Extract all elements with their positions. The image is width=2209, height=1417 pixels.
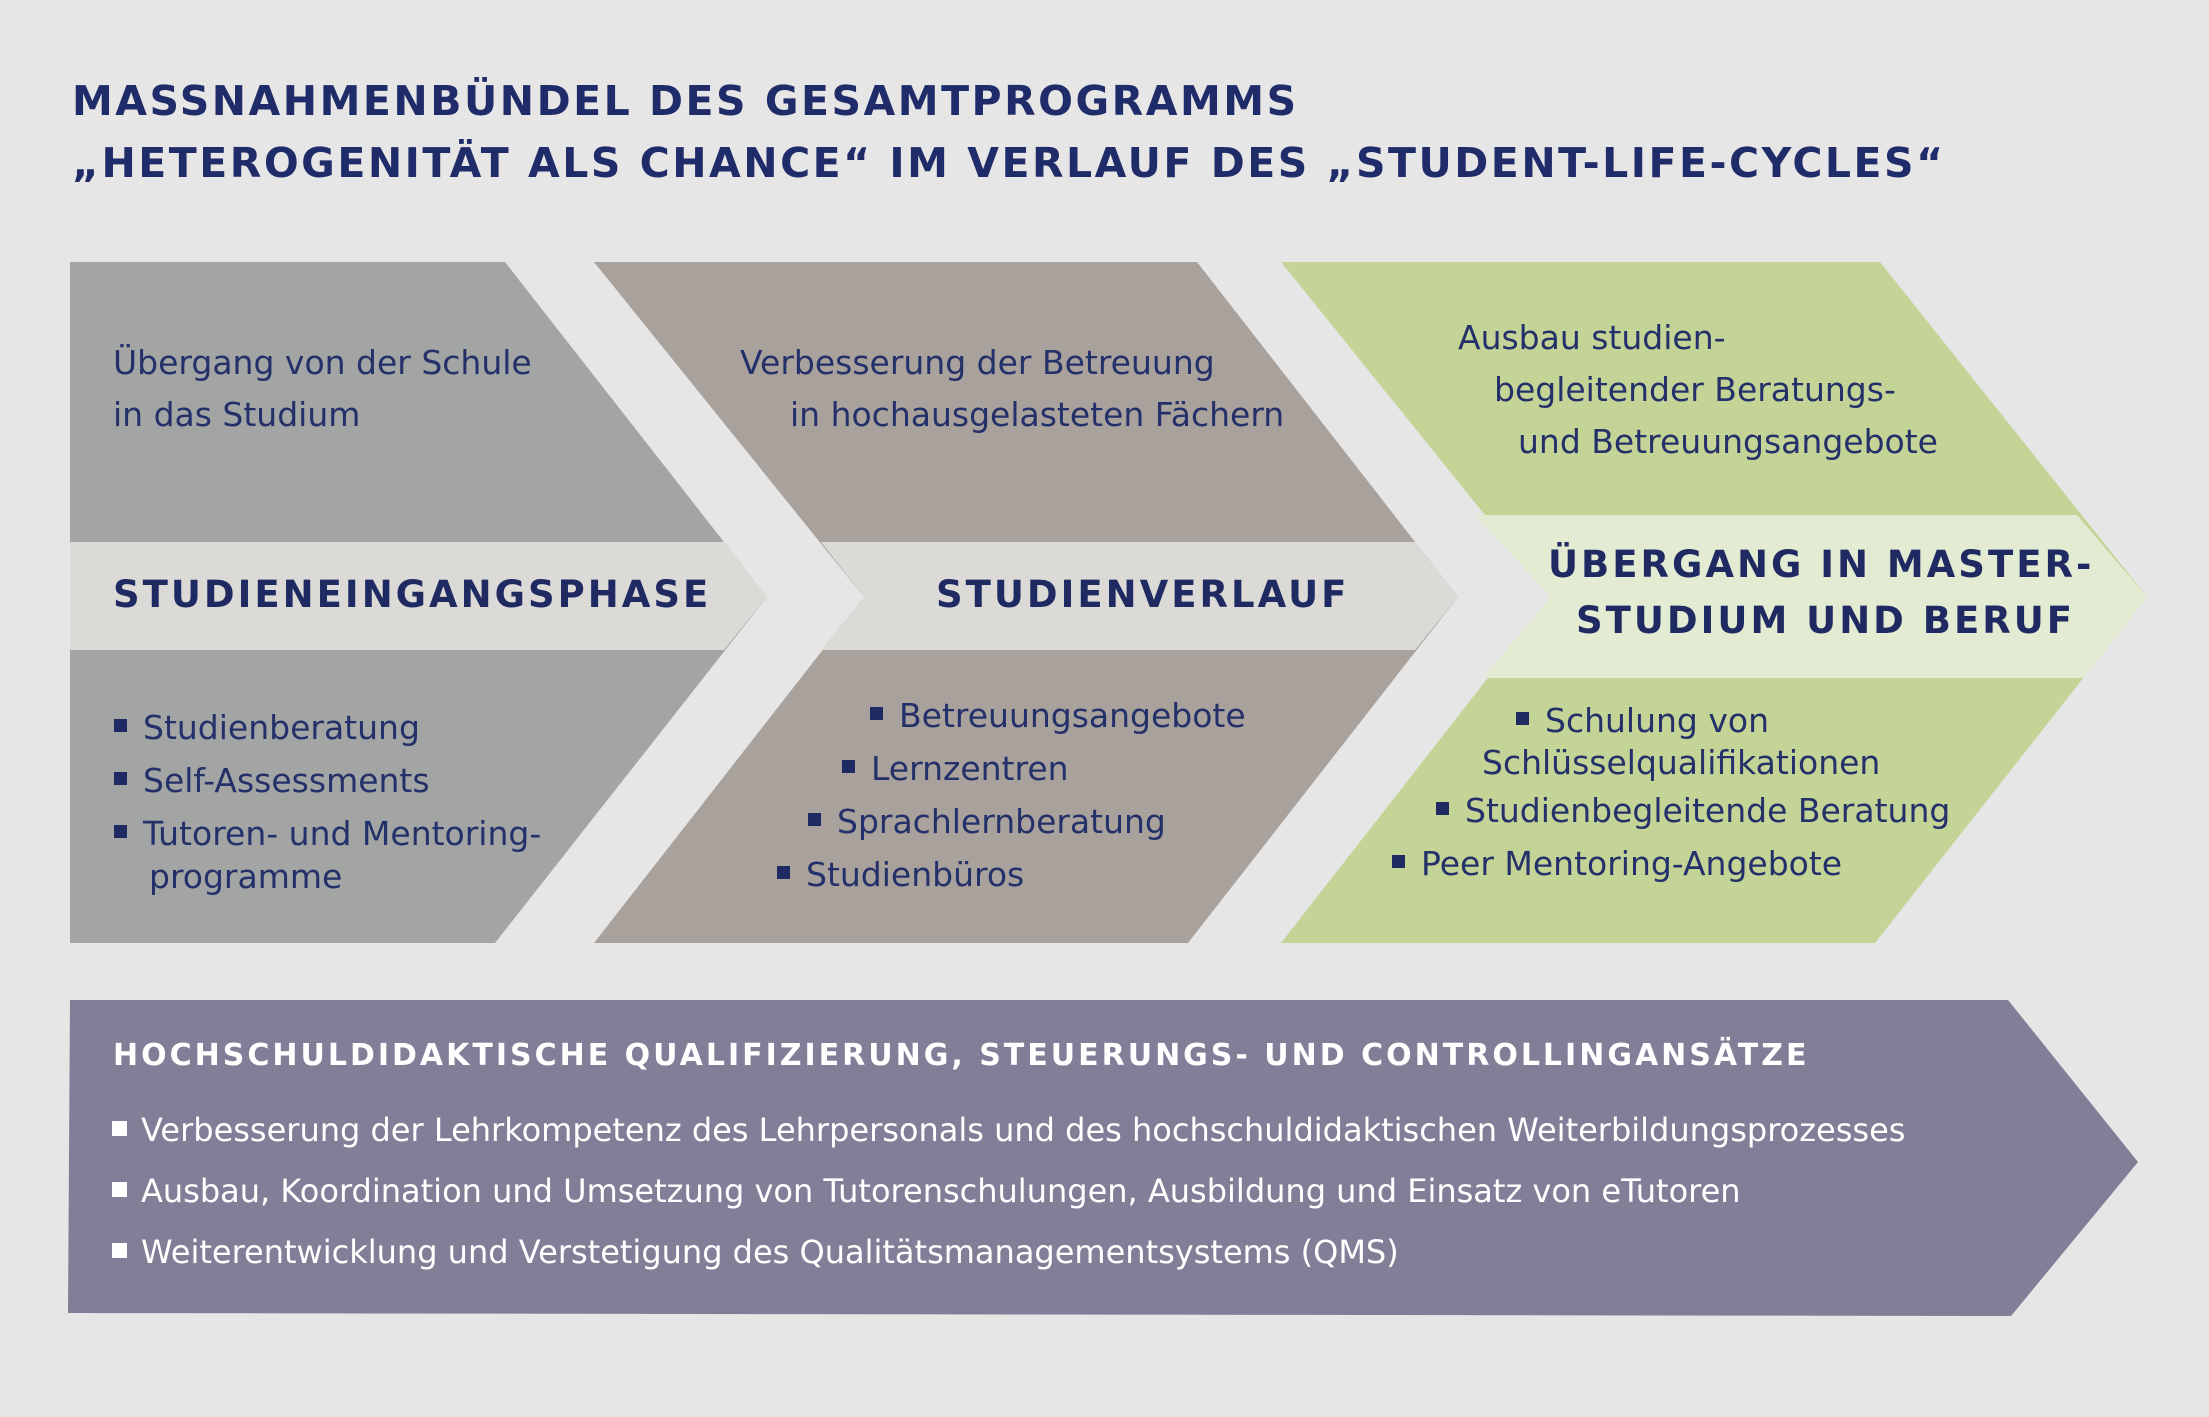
- bullet-icon: [1516, 712, 1529, 725]
- bullet-icon: [870, 707, 883, 720]
- bullet-icon: [112, 1243, 127, 1258]
- bullet-icon: [114, 772, 127, 785]
- list-item: Peer Mentoring-Angebote: [1392, 837, 1950, 890]
- list-item: Tutoren- und Mentoring-: [114, 812, 541, 855]
- phase-1-intro: [113, 337, 532, 441]
- bullet-icon: [777, 866, 790, 879]
- phase-1-intro-line-1: Übergang von der Schule: [113, 343, 532, 382]
- phase-1-label: STUDIENEINGANGSPHASE: [113, 573, 712, 616]
- phase-2-intro-line-1: Verbesserung der Betreuung: [740, 343, 1215, 382]
- phase-2-intro-line-2: in hochausgelasteten Fächern: [790, 395, 1285, 434]
- bullet-icon: [112, 1121, 127, 1136]
- phase-1-intro-line-2: in das Studium: [113, 395, 361, 434]
- bullet-icon: [1392, 855, 1405, 868]
- phase-3-intro-line-3: und Betreuungsangebote: [1518, 422, 1938, 461]
- phase-3-label-line-1: ÜBERGANG IN MASTER-: [1548, 543, 2095, 586]
- phase-1-items: [114, 701, 541, 898]
- list-item: Studienbüros: [775, 848, 1246, 901]
- phase-3-intro-line-2: begleitender Beratungs-: [1494, 370, 1896, 409]
- phase-3-intro-line-1: Ausbau studien-: [1458, 318, 1726, 357]
- phase-3-items: [1392, 700, 1950, 890]
- phase-2-intro: [740, 337, 1284, 441]
- bottom-items: [112, 1100, 1905, 1283]
- phase-2-label: STUDIENVERLAUF: [936, 573, 1350, 616]
- list-item-continuation: programme: [149, 857, 343, 896]
- list-item: Weiterentwicklung und Verstetigung des Qualitätsmanagementsystems (QMS): [112, 1222, 1905, 1283]
- list-item: Verbesserung der Lehrkompetenz des Lehrpersonals und des hochschuldidaktischen Weiterbildungsprozesses: [112, 1100, 1905, 1161]
- list-item: Self-Assessments: [114, 754, 541, 807]
- list-item: Studienbegleitende Beratung: [1392, 784, 1950, 837]
- list-item: Lernzentren: [775, 742, 1246, 795]
- phase-2-items: [775, 689, 1246, 901]
- bullet-icon: [114, 719, 127, 732]
- bullet-icon: [842, 760, 855, 773]
- bullet-icon: [808, 813, 821, 826]
- title-line-1: MASSNAHMENBÜNDEL DES GESAMTPROGRAMMS: [72, 77, 1299, 125]
- list-item-continuation: Schlüsselqualifikationen: [1482, 743, 1881, 782]
- list-item: Sprachlernberatung: [775, 795, 1246, 848]
- list-item: Studienberatung: [114, 701, 541, 754]
- list-item: Betreuungsangebote: [775, 689, 1246, 742]
- phase-3-label: [1548, 537, 2094, 649]
- bullet-icon: [114, 825, 127, 838]
- phase-3-label-line-2: STUDIUM UND BERUF: [1576, 599, 2076, 642]
- bullet-icon: [112, 1182, 127, 1197]
- phase-3-intro: [1458, 312, 1938, 468]
- list-item: Ausbau, Koordination und Umsetzung von Tutorenschulungen, Ausbildung und Einsatz von eTutoren: [112, 1161, 1905, 1222]
- list-item: Schulung von: [1392, 700, 1950, 742]
- bottom-title: HOCHSCHULDIDAKTISCHE QUALIFIZIERUNG, STEUERUNGS- UND CONTROLLINGANSÄTZE: [113, 1038, 1810, 1073]
- title-line-2: „HETEROGENITÄT ALS CHANCE“ IM VERLAUF DES „STUDENT-LIFE-CYCLES“: [72, 139, 1946, 187]
- bullet-icon: [1436, 802, 1449, 815]
